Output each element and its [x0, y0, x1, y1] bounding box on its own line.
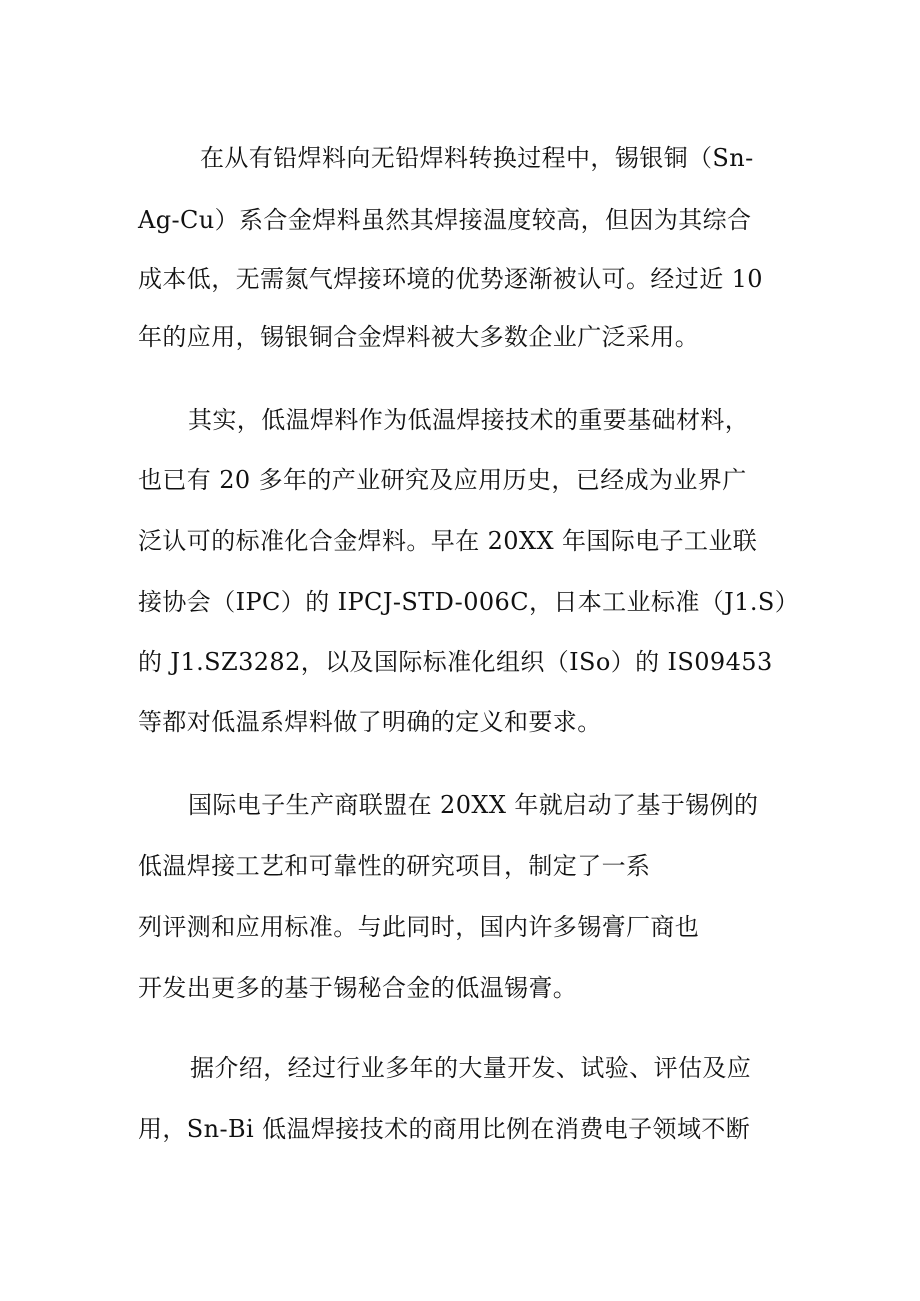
paragraph-line: 开发出更多的基于锡秘合金的低温锡膏。 — [138, 974, 578, 1002]
paragraph-line: 接协会（IPC）的 IPCJ-STD-006C，日本工业标准（J1.S） — [138, 588, 800, 616]
paragraph-line: 列评测和应用标准。与此同时，国内许多锡膏厂商也 — [138, 913, 700, 941]
paragraph-line: Ag-Cu）系合金焊料虽然其焊接温度较高，但因为其综合 — [138, 206, 752, 234]
paragraph-line: 低温焊接工艺和可靠性的研究项目，制定了一系 — [138, 852, 651, 880]
paragraph-line: 在从有铅焊料向无铅焊料转换过程中，锡银铜（Sn- — [200, 144, 754, 172]
paragraph-line: 也已有 20 多年的产业研究及应用历史，已经成为业界广 — [138, 466, 747, 494]
paragraph-line: 其实，低温焊料作为低温焊接技术的重要基础材料， — [188, 406, 750, 434]
paragraph-line: 等都对低温系焊料做了明确的定义和要求。 — [138, 708, 602, 736]
paragraph-line: 用，Sn-Bi 低温焊接技术的商用比例在消费电子领域不断 — [138, 1115, 751, 1143]
paragraph-line: 泛认可的标准化合金焊料。早在 20XX 年国际电子工业联 — [138, 527, 758, 555]
paragraph-line: 年的应用，锡银铜合金焊料被大多数企业广泛采用。 — [138, 323, 700, 351]
paragraph-line: 国际电子生产商联盟在 20XX 年就启动了基于锡例的 — [188, 791, 759, 819]
paragraph-line: 的 J1.SZ3282，以及国际标准化组织（ISo）的 IS09453 — [138, 648, 773, 676]
paragraph-line: 成本低，无需氮气焊接环境的优势逐渐被认可。经过近 10 — [138, 265, 763, 293]
paragraph-line: 据介绍，经过行业多年的大量开发、试验、评估及应 — [190, 1054, 752, 1082]
